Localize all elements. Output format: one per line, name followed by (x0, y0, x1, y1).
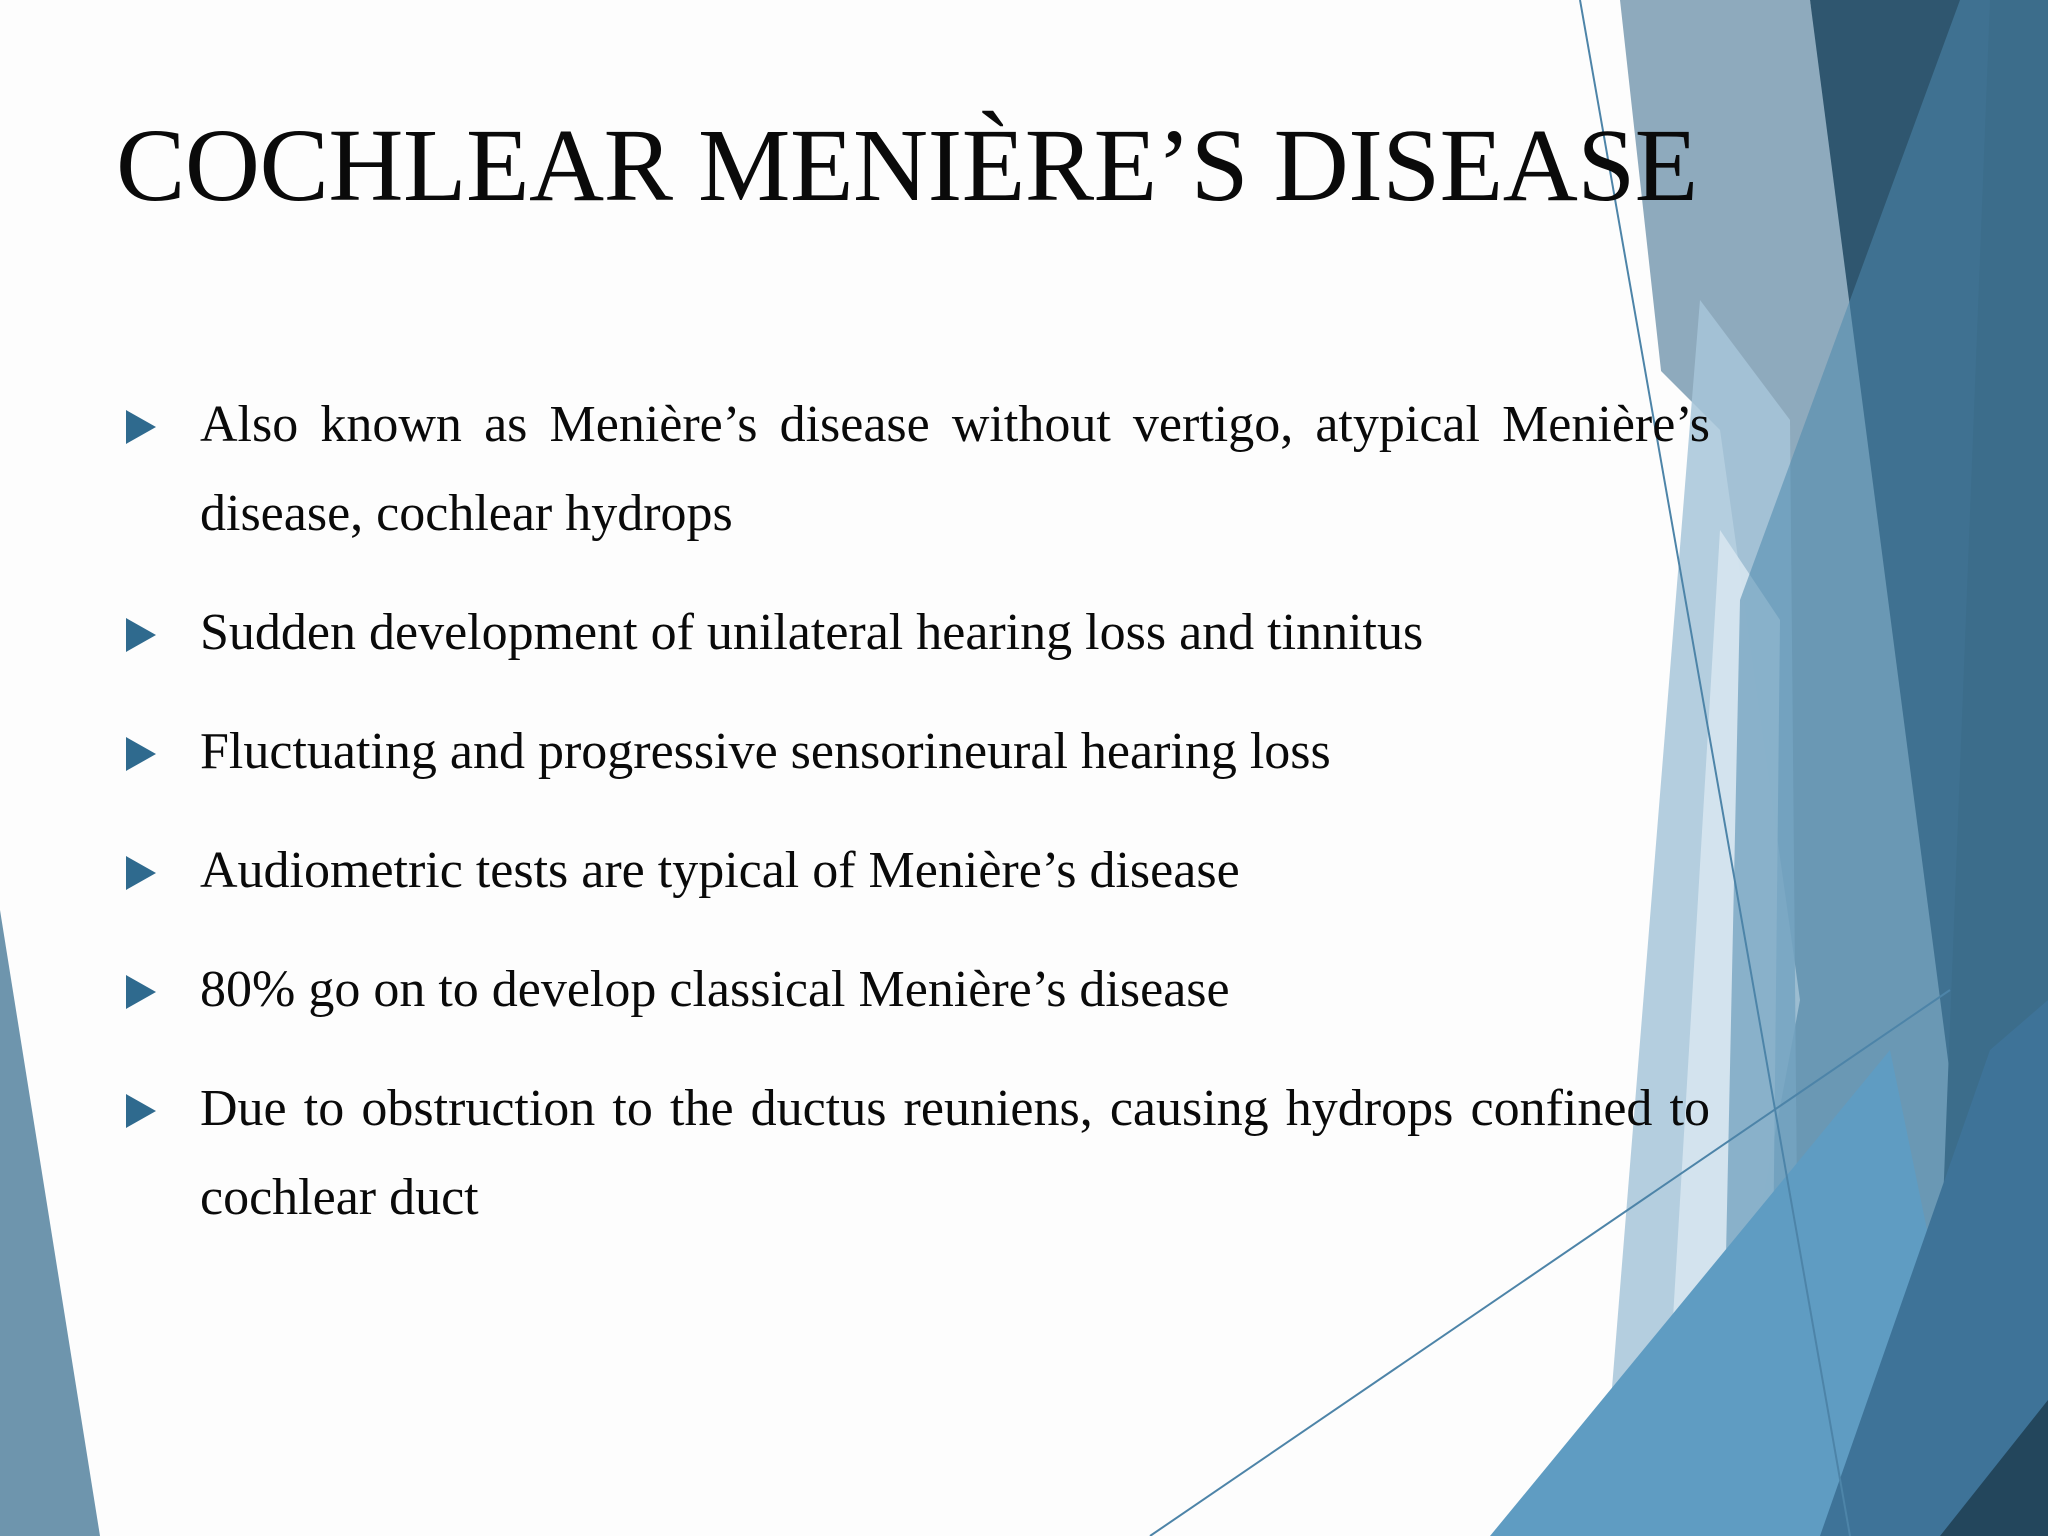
bullet-text: Also known as Menière’s disease without vertigo, atypical Menière’s disease, cochlear hydrops (200, 396, 1710, 542)
bullet-arrow-icon (126, 618, 156, 652)
bullet-arrow-icon (126, 1094, 156, 1128)
bullet-item (120, 707, 1710, 796)
bullet-arrow-icon (126, 737, 156, 771)
bullet-arrow-icon (126, 856, 156, 890)
bullet-text: Audiometric tests are typical of Menière’s disease (200, 842, 1240, 899)
bullet-text: Fluctuating and progressive sensorineural hearing loss (200, 723, 1331, 780)
panel-left-sliver (0, 910, 100, 1536)
bullet-arrow-icon (126, 410, 156, 444)
bullet-item (120, 588, 1710, 677)
bullet-item (120, 826, 1710, 915)
bullet-text: Due to obstruction to the ductus reuniens, causing hydrops confined to cochlear duct (200, 1080, 1710, 1226)
bullet-item (120, 1064, 1710, 1242)
bullet-arrow-icon (126, 975, 156, 1009)
bullet-text: Sudden development of unilateral hearing loss and tinnitus (200, 604, 1424, 661)
bullet-text: 80% go on to develop classical Menière’s disease (200, 961, 1230, 1018)
bullet-item (120, 380, 1710, 558)
bullet-item (120, 945, 1710, 1034)
bullet-list (120, 380, 1710, 1272)
slide-title: COCHLEAR MENIÈRE’S DISEASE (116, 108, 1698, 223)
